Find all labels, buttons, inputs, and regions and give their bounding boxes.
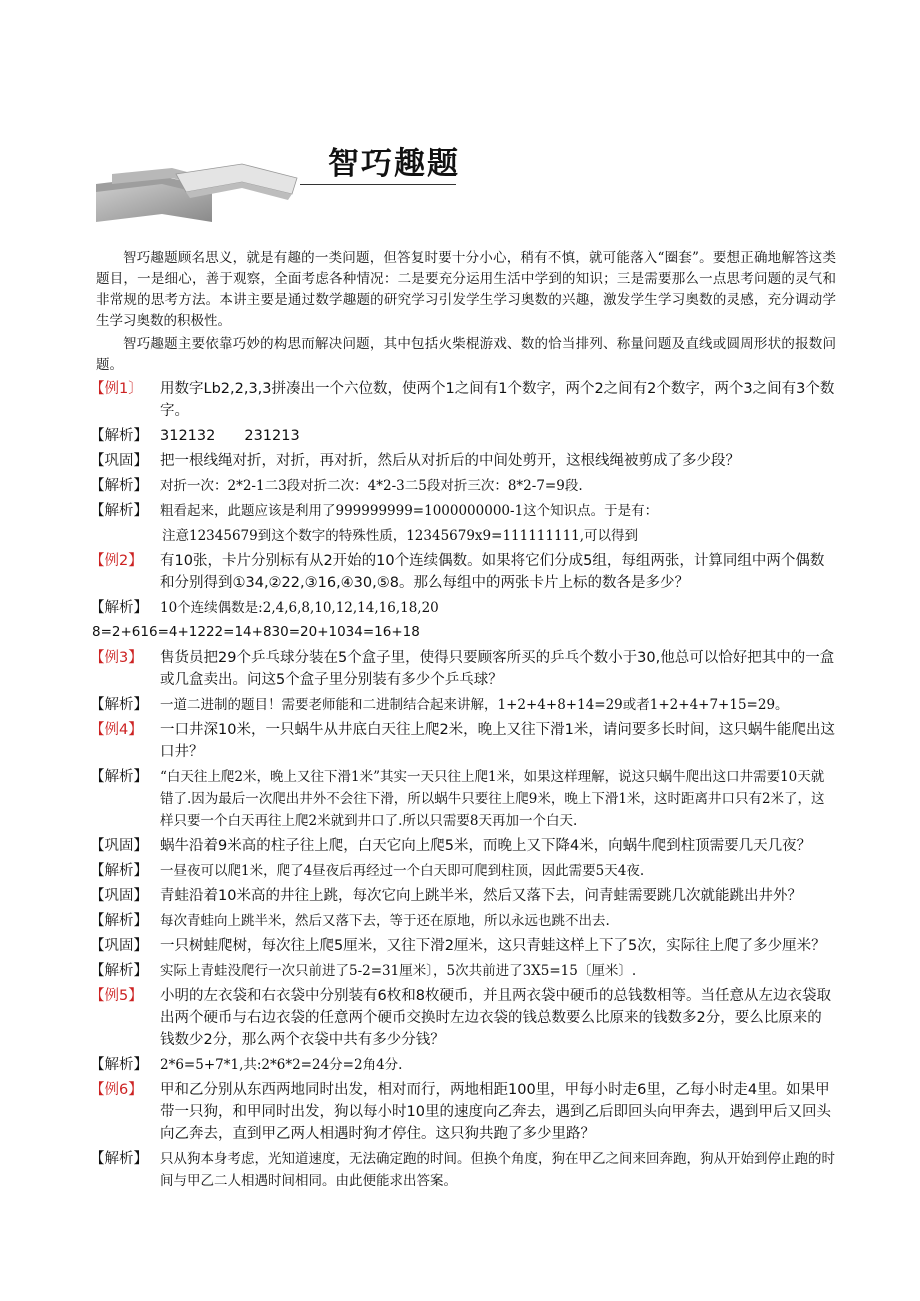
problem-entry bbox=[90, 935, 836, 957]
entry-text: 用数字Lb2,2,3,3拼凑出一个六位数，使两个1之间有1个数字，两个2之间有2个数字，两个3之间有3个数字。 bbox=[160, 381, 835, 419]
explanation-equations: 8=2+616=4+1222=14+830=20+1034=16+18 bbox=[92, 624, 420, 640]
entry-text: 售货员把29个乒乓球分装在5个盒子里，使得只要顾客所买的乒乓个数小于30,他总可以恰好把其中的一盒或几盒卖出。问这5个盒子里分别装有多少个乒乓球？ bbox=[160, 650, 835, 688]
entry-text: 10个连续偶数是:2,4,6,8,10,12,14,16,18,20 bbox=[160, 600, 439, 616]
entry-text: 2*6=5+7*1,共:2*6*2=24分=2角4分. bbox=[160, 1057, 403, 1073]
problem-entry bbox=[90, 1148, 836, 1192]
explanation-continuation: 注意12345679到这个数字的特殊性质，12345679x9=111111111,可以得到 bbox=[162, 528, 639, 544]
entry-tag: 【例1〕 bbox=[90, 381, 143, 397]
problem-entry bbox=[90, 450, 836, 472]
entry-text: 有10张，卡片分别标有从2开始的10个连续偶数。如果将它们分成5组，每组两张，计算同组中两个偶数和分别得到①34,②22,③16,④30,⑤8。那么每组中的两张卡片上标的数各是多少？ bbox=[160, 553, 825, 591]
example-problem bbox=[90, 1079, 836, 1145]
entry-text: 对折一次：2*2-1二3段对折二次：4*2-3二5段对折三次：8*2-7=9段. bbox=[160, 478, 583, 494]
entry-tag: 【例5】 bbox=[90, 988, 143, 1004]
problem-entry bbox=[90, 960, 836, 982]
problem-entry bbox=[90, 694, 836, 716]
entry-tag: 【例6】 bbox=[90, 1082, 143, 1098]
example-problem bbox=[90, 985, 836, 1051]
entry-tag: 【解析】 bbox=[90, 428, 148, 444]
book-stack-illustration bbox=[92, 160, 302, 230]
problem-entry bbox=[90, 500, 836, 522]
entry-text: 一道二进制的题目！需要老师能和二进制结合起来讲解，1+2+4+8+14=29或者1+2+4+7+15=29。 bbox=[160, 697, 789, 713]
title-underline bbox=[300, 184, 456, 185]
problem-list bbox=[90, 378, 836, 1192]
entry-tag: 【解析】 bbox=[90, 600, 148, 616]
entry-tag: 【解析】 bbox=[90, 913, 148, 929]
entry-tag: 【巩固】 bbox=[90, 453, 148, 469]
problem-entry bbox=[90, 766, 836, 832]
entry-text: 一只树蛙爬树，每次往上爬5厘米，又往下滑2厘米，这只青蛙这样上下了5次，实际往上爬了多少厘米？ bbox=[160, 938, 826, 954]
problem-entry bbox=[90, 475, 836, 497]
entry-tag: 【解析】 bbox=[90, 478, 148, 494]
intro-paragraph-2: 智巧趣题主要依靠巧妙的构思而解决问题，其中包括火柴棍游戏、数的恰当排列、称量问题及直线或圆周形状的报数问题。 bbox=[96, 336, 836, 373]
page-title: 智巧趣题 bbox=[328, 146, 460, 182]
example-problem bbox=[90, 378, 836, 422]
entry-tag: 【巩固】 bbox=[90, 838, 148, 854]
entry-tag: 【解析】 bbox=[90, 1151, 148, 1167]
entry-text: 只从狗本身考虑，光知道速度，无法确定跑的时间。但换个角度，狗在甲乙之间来回奔跑，狗从开始到停止跑的时间与甲乙二人相遇时间相同。由此便能求出答案。 bbox=[160, 1151, 835, 1189]
entry-tag: 【解析】 bbox=[90, 769, 148, 785]
entry-tag: 【巩固】 bbox=[90, 938, 148, 954]
problem-entry bbox=[90, 860, 836, 882]
problem-entry bbox=[90, 1054, 836, 1076]
content-body bbox=[90, 248, 836, 1195]
problem-entry bbox=[90, 835, 836, 857]
example-problem bbox=[90, 647, 836, 691]
entry-tag: 【解析】 bbox=[90, 503, 148, 519]
entry-text: 实际上青蛙没爬行一次只前进了5-2=31厘米〕，5次共前进了3X5=15〔厘米〕. bbox=[160, 963, 637, 979]
intro-paragraph-1: 智巧趣题顾名思义，就是有趣的一类问题，但答复时要十分小心，稍有不慎，就可能落入“圈套”。要想正确地解答这类题目，一是细心，善于观察，全面考虑各种情况：二是要充分运用生活中学到的知识；三是需要那么一点思考问题的灵气和非常规的思考方法。本讲主要是通过数学趣题的研究学习引发学生学习奥数的兴趣，激发学生学习奥数的灵感，充分调动学生学习奥数的积极性。 bbox=[96, 250, 836, 329]
entry-tag: 【解析】 bbox=[90, 963, 148, 979]
problem-entry bbox=[90, 425, 836, 447]
entry-tag: 【解析】 bbox=[90, 863, 148, 879]
problem-entry bbox=[90, 597, 836, 619]
entry-tag: 【例3】 bbox=[90, 650, 143, 666]
problem-entry bbox=[90, 885, 836, 907]
example-problem bbox=[90, 550, 836, 594]
entry-text: 一昼夜可以爬1米，爬了4昼夜后再经过一个白天即可爬到柱顶，因此需要5天4夜. bbox=[160, 863, 645, 879]
entry-text: 小明的左衣袋和右衣袋中分别装有6枚和8枚硬币，并且两衣袋中硬币的总钱数相等。当任意从左边衣袋取出两个硬币与右边衣袋的任意两个硬币交换时左边衣袋的钱总数要么比原来的钱数多2分，要么比原来的钱数少2分，那么两个衣袋中共有多少分钱？ bbox=[160, 988, 831, 1048]
entry-text: 甲和乙分别从东西两地同时出发，相对而行，两地相距100里，甲每小时走6里，乙每小时走4里。如果甲带一只狗，和甲同时出发，狗以每小时10里的速度向乙奔去，遇到乙后即回头向甲奔去，遇到甲后又回头向乙奔去，直到甲乙两人相遇时狗才停住。这只狗共跑了多少里路？ bbox=[160, 1082, 831, 1142]
entry-tag: 【解析】 bbox=[90, 1057, 148, 1073]
entry-text: 粗看起来，此题应该是利用了999999999=1000000000-1这个知识点。于是有： bbox=[160, 503, 659, 519]
entry-tag: 【例2】 bbox=[90, 553, 143, 569]
entry-text: 蜗牛沿着9米高的柱子往上爬，白天它向上爬5米，而晚上又下降4米，向蜗牛爬到柱顶需要几天几夜？ bbox=[160, 838, 812, 854]
entry-tag: 【解析】 bbox=[90, 697, 148, 713]
entry-text: “白天往上爬2米，晚上又往下滑1米”其实一天只往上爬1米，如果这样理解，说这只蜗牛爬出这口井需要10天就错了.因为最后一次爬出井外不会往下滑，所以蜗牛只要往上爬9米，晚上下滑1米，这时距离井口只有2米了，这样只要一个白天再往上爬2米就到井口了.所以只需要8天再加一个白天. bbox=[160, 769, 825, 829]
entry-tag: 【例4】 bbox=[90, 722, 143, 738]
entry-text: 一口井深10米，一只蜗牛从井底白天往上爬2米，晚上又往下滑1米，请问要多长时间，这只蜗牛能爬出这口井？ bbox=[160, 722, 835, 760]
entry-text: 把一根线绳对折，对折，再对折，然后从对折后的中间处剪开，这根线绳被剪成了多少段？ bbox=[160, 453, 740, 469]
example-problem bbox=[90, 719, 836, 763]
entry-tag: 【巩固】 bbox=[90, 888, 148, 904]
entry-text: 青蛙沿着10米高的井往上跳，每次它向上跳半米，然后又落下去，问青蛙需要跳几次就能跳出井外？ bbox=[160, 888, 802, 904]
problem-entry bbox=[90, 910, 836, 932]
entry-text: 每次青蛙向上跳半米，然后又落下去，等于还在原地，所以永远也跳不出去. bbox=[160, 913, 610, 929]
entry-text: 312132 231213 bbox=[160, 428, 300, 444]
